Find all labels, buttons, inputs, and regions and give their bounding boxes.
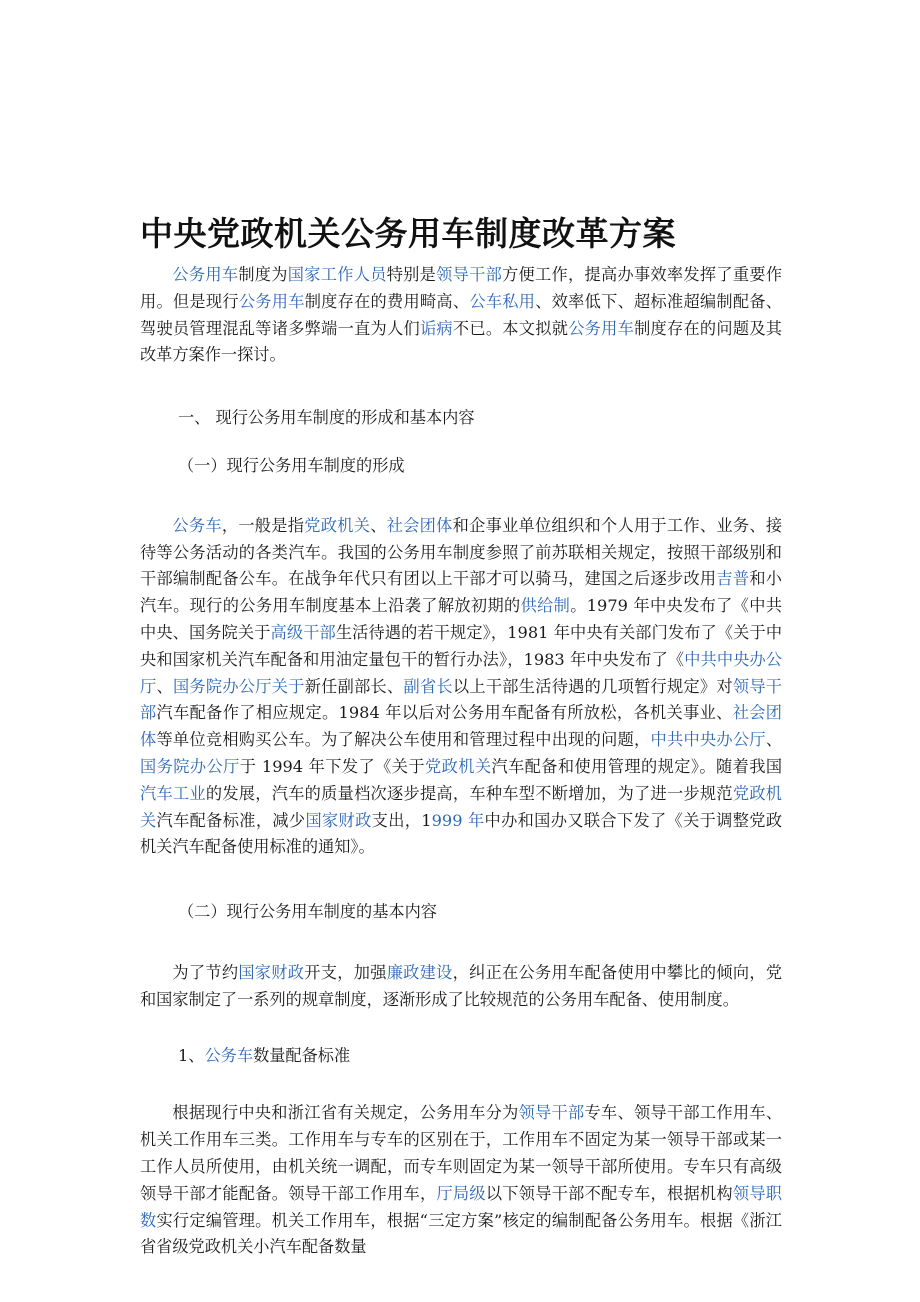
paragraph-text: ，一般是指 — [221, 515, 305, 535]
paragraph-basic-content — [140, 960, 782, 1014]
keyword-link[interactable]: 领导干部 — [140, 676, 782, 723]
paragraph-text: 和小汽车。现行的公务用车制度基本上沿袭了解放初期的 — [140, 569, 782, 616]
paragraph-formation — [140, 513, 782, 861]
paragraph-text: 生活待遇的若干规定》，1981 年中央有关部门发布了《关于中央和国家机关汽车配备和用油定量包干的暂行办法》，1983 年中央发布了《 — [140, 622, 783, 669]
paragraph-text: 以上干部生活待遇的几项暂行规定》对 — [452, 676, 733, 696]
section-heading-1: 一、 现行公务用车制度的形成和基本内容 — [178, 408, 475, 428]
paragraph-text: 等单位竞相购买公车。为了解决公车使用和管理过程中出现的问题， — [156, 730, 651, 750]
item-heading-1 — [140, 1043, 782, 1070]
paragraph-text: 汽车配备和使用管理的规定》。随着我国 — [491, 756, 783, 776]
paragraph-text: 和企事业单位组织和个人用于工作、业务、接待等公务活动的各类汽车。我国的公务用车制度参照了前苏联相关规定，按照干部级别和干部编制配备公车。在战争年代只有团以上干部才可以骑马，建国之后逐步改用 — [140, 515, 783, 589]
keyword-link[interactable]: 中共中央办公厅 — [140, 649, 782, 696]
paragraph-text: 汽车配备作了相应规定。1984 年以后对公务用车配备有所放松，各机关事业、 — [156, 703, 733, 723]
item-heading-text: 数量配备标准 — [253, 1045, 351, 1065]
paragraph-text: 制度存在的费用畸高、 — [304, 291, 470, 311]
keyword-link[interactable]: 吉普 — [716, 569, 750, 589]
keyword-link[interactable]: 高级干部 — [270, 622, 336, 642]
paragraph-text: 制度为 — [238, 265, 288, 284]
keyword-link[interactable]: 公车私用 — [469, 291, 536, 311]
paragraph-text: 开支，加强 — [304, 962, 387, 982]
paragraph-text: ，纠正在公务用车配备使用中攀比的倾向，党和国家制定了一系列的规章制度，逐渐形成了比较规范的公务用车配备、使用制度。 — [140, 962, 783, 1009]
paragraph-text: 。1979 年中央发布了《中共中央、国务院关于 — [140, 596, 783, 642]
paragraph-text: 以下领导干部不配专车，根据机构 — [485, 1183, 733, 1203]
paragraph-text: 实行定编管理。机关工作用车，根据“三定方案”核定的编制配备公务用车。根据《浙江省省级党政机关小汽车配备数量 — [140, 1210, 782, 1257]
keyword-link[interactable]: 诟病 — [419, 318, 453, 338]
keyword-link[interactable]: 领导职数 — [140, 1183, 782, 1230]
keyword-link[interactable]: 副省长 — [403, 676, 453, 696]
paragraph-text: 、 — [765, 730, 782, 750]
paragraph-text: 中办和国办又联合下发了《关于调整党政机关汽车配备使用标准的通知》。 — [140, 810, 783, 857]
paragraph-text: 支出，1 — [371, 810, 432, 830]
keyword-link[interactable]: 999 年 — [431, 810, 485, 830]
paragraph-intro — [140, 262, 782, 369]
keyword-link[interactable]: 党政机关 — [140, 783, 782, 830]
paragraph-text: 为了节约 — [172, 962, 239, 982]
keyword-link[interactable]: 党政机关 — [424, 756, 492, 776]
keyword-link[interactable]: 公务车 — [204, 1045, 254, 1065]
document-title: 中央党政机关公务用车制度改革方案 — [140, 214, 676, 253]
keyword-link[interactable]: 供给制 — [520, 596, 571, 616]
keyword-link[interactable]: 国家财政 — [305, 810, 372, 830]
item-number: 1、 — [178, 1045, 205, 1065]
keyword-link[interactable]: 公务用车 — [172, 265, 239, 284]
keyword-link[interactable]: 党政机关 — [304, 515, 371, 535]
paragraph-text: 的发展，汽车的质量档次逐步提高，车种车型不断增加，为了进一步规范 — [205, 783, 733, 803]
keyword-link[interactable]: 国务院办公厅 — [140, 756, 240, 776]
paragraph-text: 、 — [370, 515, 387, 535]
keyword-link[interactable]: 领导干部 — [518, 1103, 585, 1123]
keyword-link[interactable]: 国务院办公厅关于 — [172, 676, 305, 696]
keyword-link[interactable]: 社会团体 — [140, 703, 782, 750]
keyword-link[interactable]: 公务用车 — [238, 291, 305, 311]
paragraph-text: 新任副部长、 — [304, 676, 404, 696]
paragraph-text: 专车、领导干部工作用车、机关工作用车三类。工作用车与专车的区别在于，工作用车不固定为某一领导干部或某一工作人员所使用，由机关统一调配，而专车则固定为某一领导干部所使用。专车只有高级领导干部才能配备。领导干部工作用车， — [140, 1103, 783, 1203]
keyword-link[interactable]: 国家财政 — [238, 962, 305, 982]
paragraph-text: 不已。本文拟就 — [452, 318, 569, 338]
paragraph-text: 制度存在的问题及其改革方案作一探讨。 — [140, 318, 782, 365]
keyword-link[interactable]: 国家工作人员 — [287, 265, 387, 284]
subsection-heading-2: （二）现行公务用车制度的基本内容 — [178, 902, 437, 922]
keyword-link[interactable]: 廉政建设 — [386, 962, 453, 982]
subsection-heading-1: （一）现行公务用车制度的形成 — [178, 455, 405, 475]
paragraph-text: 根据现行中央和浙江省有关规定，公务用车分为 — [172, 1103, 519, 1123]
keyword-link[interactable]: 中共中央办公厅 — [650, 730, 766, 750]
paragraph-standard — [140, 1100, 782, 1261]
paragraph-text: 特别是 — [386, 265, 437, 284]
paragraph-text: 、效率低下、超标准超编制配备、驾驶员管理混乱等诸多弊端一直为人们 — [140, 291, 782, 338]
keyword-link[interactable]: 汽车工业 — [140, 783, 206, 803]
keyword-link[interactable]: 公务用车 — [568, 318, 635, 338]
paragraph-text: 汽车配备标准，减少 — [156, 810, 306, 830]
keyword-link[interactable]: 领导干部 — [436, 265, 503, 284]
keyword-link[interactable]: 厅局级 — [436, 1183, 486, 1203]
keyword-link[interactable]: 公务车 — [172, 515, 222, 535]
document-body — [140, 262, 782, 1261]
paragraph-text: 、 — [156, 676, 173, 696]
keyword-link[interactable]: 社会团体 — [386, 515, 453, 535]
paragraph-text: 于 1994 年下发了《关于 — [239, 756, 425, 776]
paragraph-text: 方便工作，提高办事效率发挥了重要作用。但是现行 — [140, 265, 783, 311]
